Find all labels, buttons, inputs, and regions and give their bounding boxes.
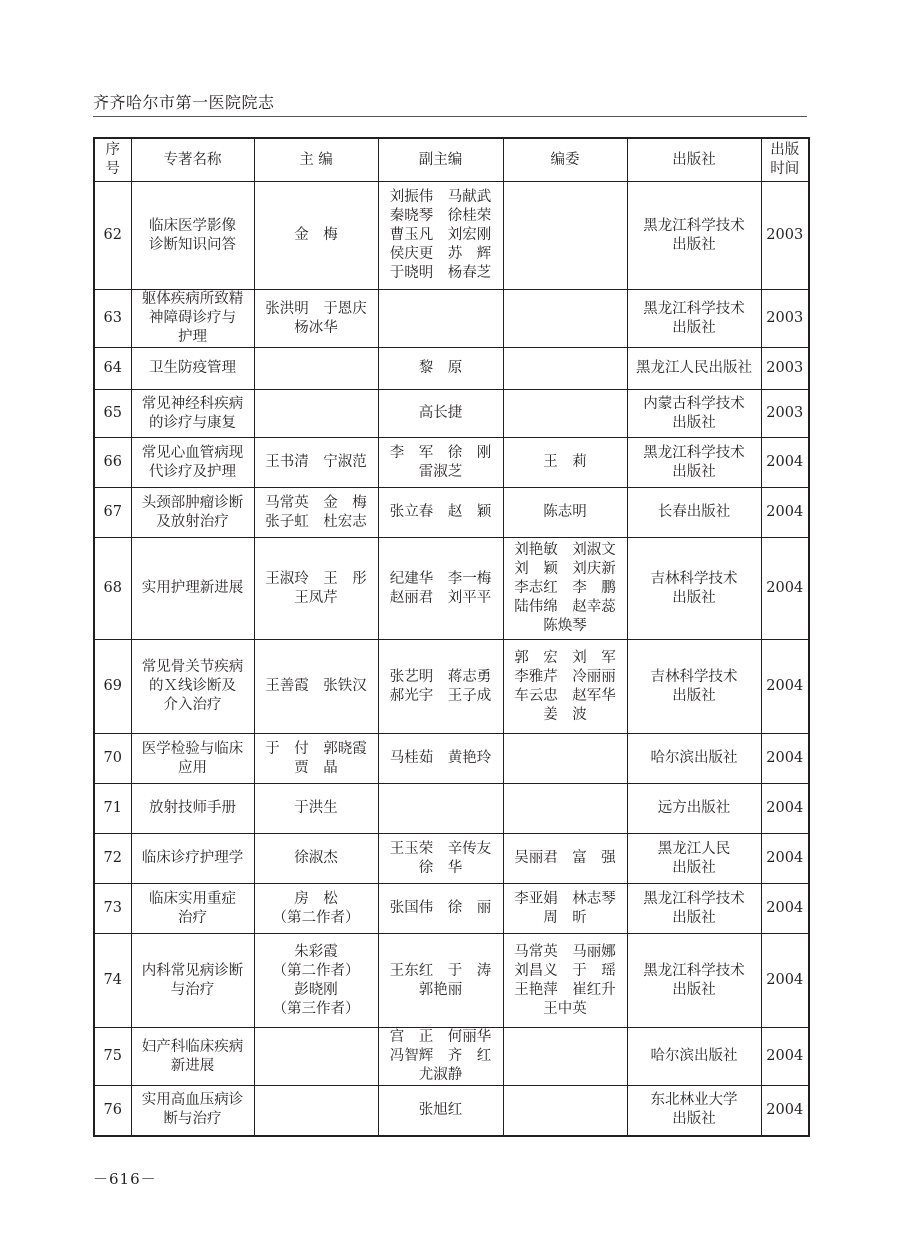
cell-editorial-board (503, 640, 627, 734)
cell-number: 71 (94, 784, 131, 834)
cell-editorial-board-line: 刘昌义 于 瑶 (514, 962, 616, 979)
cell-deputy-editor (378, 1086, 503, 1136)
cell-title (131, 390, 254, 438)
cell-chief-editor-line: 张洪明 于恩庆 (265, 300, 367, 317)
cell-title (131, 640, 254, 734)
cell-editorial-board (503, 834, 627, 884)
cell-chief-editor (254, 1028, 378, 1086)
cell-publisher-line: 黑龙江人民出版社 (636, 360, 752, 376)
cell-publisher (627, 734, 761, 784)
cell-deputy-editor-line: 黎 原 (418, 360, 463, 376)
cell-title-line: 临床实用重症 (149, 890, 236, 907)
cell-chief-editor (254, 834, 378, 884)
table-row (94, 1086, 809, 1136)
cell-title (131, 438, 254, 488)
cell-chief-editor (254, 390, 378, 438)
header-name: 专著名称 (131, 138, 254, 182)
cell-title-line: 医学检验与临床 (141, 740, 244, 757)
cell-editorial-board-line: 李亚娟 林志琴 (514, 890, 616, 907)
cell-publisher-line: 黑龙江科学技术 (643, 217, 745, 234)
cell-publisher (627, 290, 761, 348)
cell-deputy-editor-line: 冯智辉 齐 红 (389, 1048, 492, 1064)
cell-deputy-editor-line: 于晓明 杨春芝 (389, 265, 492, 281)
cell-chief-editor-line: （第二作者） (272, 909, 360, 926)
cell-title (131, 1086, 254, 1136)
cell-editorial-board-line: 李雅芹 冷丽丽 (514, 668, 616, 685)
table-row (94, 390, 809, 438)
cell-chief-editor (254, 290, 378, 348)
cell-title-line: 新进展 (170, 1057, 215, 1074)
table-row (94, 438, 809, 488)
cell-publisher (627, 488, 761, 538)
cell-deputy-editor (378, 834, 503, 884)
cell-deputy-editor-line: 李 军 徐 刚 (389, 444, 492, 461)
cell-deputy-editor (378, 734, 503, 784)
cell-year: 2003 (761, 182, 809, 290)
cell-deputy-editor-line: 侯庆更 苏 辉 (389, 246, 492, 262)
table-row (94, 784, 809, 834)
cell-title-line: 常见神经科疾病 (141, 395, 244, 412)
header-publisher: 出版社 (627, 138, 761, 182)
cell-publisher-line: 出版社 (672, 463, 716, 480)
cell-deputy-editor-line: 曹玉凡 刘宏刚 (389, 227, 492, 243)
cell-title (131, 734, 254, 784)
cell-chief-editor (254, 734, 378, 784)
cell-publisher (627, 784, 761, 834)
cell-publisher-line: 吉林科学技术 (650, 570, 738, 587)
page-number: －616－ (93, 1170, 157, 1188)
cell-publisher-line: 远方出版社 (657, 800, 731, 816)
cell-year: 2004 (761, 1086, 809, 1136)
cell-year: 2004 (761, 438, 809, 488)
cell-chief-editor-line: 徐淑杰 (294, 850, 338, 866)
cell-deputy-editor-line: 马桂茹 黄艳玲 (389, 750, 492, 766)
cell-publisher (627, 640, 761, 734)
cell-title-line: 妇产科临床疾病 (141, 1038, 244, 1055)
table-row (94, 488, 809, 538)
cell-chief-editor-line: 张子虹 杜宏志 (265, 513, 367, 530)
header-rule (93, 116, 807, 117)
table-row (94, 348, 809, 390)
cell-chief-editor-line: 王善霞 张铁汉 (265, 678, 367, 694)
cell-year: 2004 (761, 640, 809, 734)
cell-chief-editor-line: 金 梅 (294, 227, 338, 243)
header-no-line: 号 (105, 161, 120, 177)
header-deputy-editor: 副主编 (378, 138, 503, 182)
cell-year: 2004 (761, 784, 809, 834)
cell-deputy-editor-line: 徐 华 (418, 859, 463, 876)
cell-deputy-editor-line: 刘振伟 马献武 (389, 189, 492, 205)
cell-deputy-editor (378, 884, 503, 934)
cell-chief-editor (254, 488, 378, 538)
cell-chief-editor (254, 438, 378, 488)
cell-editorial-board (503, 1086, 627, 1136)
header-year-line: 出版 (770, 142, 800, 158)
cell-chief-editor-line: 杨冰华 (294, 319, 338, 336)
cell-deputy-editor-line: 纪建华 李一梅 (389, 570, 492, 587)
cell-publisher-line: 长春出版社 (657, 504, 731, 520)
cell-publisher-line: 出版社 (672, 1111, 716, 1128)
cell-publisher-line: 黑龙江科学技术 (643, 890, 745, 907)
cell-editorial-board-line: 马常英 马丽娜 (514, 943, 616, 960)
header-no-line: 序 (105, 142, 120, 158)
table-row (94, 884, 809, 934)
cell-number: 75 (94, 1028, 131, 1086)
cell-publisher-line: 黑龙江科学技术 (643, 444, 745, 461)
cell-chief-editor (254, 784, 378, 834)
table-row (94, 1028, 809, 1086)
cell-editorial-board-line: 吴丽君 富 强 (514, 850, 616, 866)
header-editorial-board: 编委 (503, 138, 627, 182)
cell-deputy-editor (378, 1028, 503, 1086)
cell-title-line: 神障碍诊疗与 (149, 310, 236, 326)
cell-year: 2003 (761, 348, 809, 390)
header-year (761, 138, 809, 182)
cell-editorial-board (503, 390, 627, 438)
cell-deputy-editor (378, 640, 503, 734)
cell-deputy-editor-line: 宫 正 何丽华 (389, 1029, 492, 1045)
cell-title (131, 290, 254, 348)
cell-deputy-editor-line: 张立春 赵 颖 (389, 504, 492, 520)
cell-editorial-board (503, 734, 627, 784)
cell-publisher-line: 出版社 (672, 859, 716, 876)
cell-editorial-board-line: 陆伟绵 赵幸蕊 (514, 599, 616, 615)
cell-chief-editor-line: 王淑玲 王 彤 (265, 570, 367, 587)
cell-chief-editor (254, 640, 378, 734)
cell-deputy-editor-line: 王东红 于 涛 (389, 962, 492, 979)
cell-deputy-editor (378, 182, 503, 290)
cell-editorial-board-line: 王中英 (543, 1000, 587, 1017)
cell-title-line: 及放射治疗 (156, 513, 229, 530)
cell-publisher-line: 出版社 (672, 236, 716, 253)
cell-title (131, 884, 254, 934)
cell-title-line: 护理 (178, 329, 207, 345)
cell-editorial-board (503, 182, 627, 290)
cell-title (131, 784, 254, 834)
table-row (94, 934, 809, 1028)
header-year-line: 时间 (770, 161, 800, 177)
cell-number: 69 (94, 640, 131, 734)
cell-year: 2004 (761, 884, 809, 934)
cell-editorial-board-line: 王艳萍 崔红升 (514, 981, 616, 998)
cell-deputy-editor-line: 郭艳丽 (418, 981, 463, 998)
cell-publisher-line: 出版社 (672, 589, 716, 606)
cell-editorial-board (503, 438, 627, 488)
cell-editorial-board-line: 陈志明 (543, 504, 587, 520)
cell-publisher (627, 934, 761, 1028)
cell-publisher (627, 1028, 761, 1086)
cell-deputy-editor (378, 934, 503, 1028)
cell-chief-editor-line: 朱彩霞 (294, 943, 338, 960)
cell-year: 2004 (761, 734, 809, 784)
cell-title-line: 应用 (178, 759, 207, 776)
cell-title-line: 内科常见病诊断 (141, 962, 244, 979)
cell-chief-editor (254, 884, 378, 934)
cell-title-line: 放射技师手册 (149, 800, 236, 816)
cell-publisher-line: 黑龙江科学技术 (643, 300, 745, 317)
cell-title-line: 与治疗 (170, 981, 215, 998)
cell-deputy-editor-line: 尤淑静 (418, 1067, 463, 1083)
table-row (94, 290, 809, 348)
cell-title-line: 头颈部肿瘤诊断 (141, 494, 244, 511)
cell-publisher (627, 390, 761, 438)
cell-number: 72 (94, 834, 131, 884)
cell-title-line: 断与治疗 (163, 1111, 222, 1128)
cell-deputy-editor (378, 538, 503, 640)
cell-title-line: 临床医学影像 (149, 217, 236, 234)
header-chief-editor: 主 编 (254, 138, 378, 182)
cell-chief-editor-line: 马常英 金 梅 (265, 494, 367, 511)
cell-year: 2004 (761, 834, 809, 884)
cell-deputy-editor-line: 高长捷 (418, 405, 463, 421)
cell-publisher (627, 348, 761, 390)
cell-editorial-board (503, 348, 627, 390)
cell-number: 70 (94, 734, 131, 784)
cell-deputy-editor-line: 郝光宇 王子成 (389, 687, 492, 704)
cell-title (131, 934, 254, 1028)
cell-number: 62 (94, 182, 131, 290)
cell-title (131, 834, 254, 884)
cell-publisher-line: 出版社 (672, 981, 716, 998)
cell-title-line: 的Ｘ线诊断及 (149, 678, 236, 694)
cell-title-line: 实用高血压病诊 (141, 1092, 244, 1109)
cell-publisher-line: 内蒙古科学技术 (643, 395, 745, 412)
cell-number: 73 (94, 884, 131, 934)
cell-title-line: 的诊疗与康复 (149, 414, 236, 431)
cell-publisher-line: 哈尔滨出版社 (650, 750, 738, 766)
cell-editorial-board (503, 1028, 627, 1086)
cell-chief-editor (254, 348, 378, 390)
header-no (94, 138, 131, 182)
cell-chief-editor (254, 538, 378, 640)
cell-title (131, 538, 254, 640)
cell-publisher (627, 834, 761, 884)
cell-publisher (627, 438, 761, 488)
cell-deputy-editor (378, 290, 503, 348)
cell-publisher-line: 出版社 (672, 319, 716, 336)
cell-title-line: 治疗 (178, 909, 207, 926)
cell-chief-editor-line: 王凤芹 (294, 589, 338, 606)
cell-chief-editor-line: 房 松 (294, 890, 338, 907)
cell-deputy-editor (378, 488, 503, 538)
cell-chief-editor-line: 彭晓刚 (294, 981, 338, 998)
cell-editorial-board (503, 290, 627, 348)
cell-chief-editor-line: （第三作者） (272, 1000, 360, 1017)
cell-number: 66 (94, 438, 131, 488)
cell-deputy-editor (378, 390, 503, 438)
cell-title-line: 躯体疾病所致精 (141, 291, 244, 307)
cell-editorial-board-line: 李志红 李 鹏 (514, 580, 616, 596)
cell-chief-editor-line: 王书清 宁淑范 (265, 454, 367, 470)
cell-editorial-board-line: 姜 波 (543, 706, 587, 723)
cell-year: 2004 (761, 538, 809, 640)
cell-editorial-board (503, 884, 627, 934)
cell-chief-editor (254, 934, 378, 1028)
cell-editorial-board-line: 陈焕琴 (543, 618, 587, 634)
cell-title (131, 488, 254, 538)
cell-publisher-line: 出版社 (672, 909, 716, 926)
table-row (94, 182, 809, 290)
cell-deputy-editor-line: 赵丽君 刘平平 (389, 589, 492, 606)
cell-editorial-board (503, 538, 627, 640)
cell-deputy-editor (378, 438, 503, 488)
cell-number: 68 (94, 538, 131, 640)
cell-deputy-editor-line: 秦晓琴 徐桂荣 (389, 208, 492, 224)
cell-editorial-board-line: 周 昕 (543, 909, 587, 926)
cell-number: 74 (94, 934, 131, 1028)
cell-deputy-editor-line: 张旭红 (418, 1101, 463, 1118)
cell-editorial-board-line: 刘艳敏 刘淑文 (514, 542, 616, 558)
cell-title-line: 常见心血管病现 (141, 444, 244, 461)
cell-number: 67 (94, 488, 131, 538)
cell-title-line: 代诊疗及护理 (149, 463, 236, 480)
cell-publisher-line: 出版社 (672, 414, 716, 431)
cell-deputy-editor (378, 784, 503, 834)
table-row (94, 734, 809, 784)
cell-deputy-editor-line: 雷淑芝 (418, 463, 463, 480)
cell-title (131, 182, 254, 290)
cell-publisher (627, 884, 761, 934)
cell-chief-editor-line: 于 付 郭晓霞 (265, 740, 367, 757)
cell-title-line: 诊断知识问答 (149, 236, 236, 253)
cell-title-line: 实用护理新进展 (141, 580, 244, 596)
cell-title (131, 348, 254, 390)
cell-number: 64 (94, 348, 131, 390)
cell-publisher (627, 1086, 761, 1136)
cell-editorial-board-line: 车云忠 赵军华 (514, 687, 616, 704)
cell-publisher-line: 哈尔滨出版社 (650, 1048, 738, 1064)
cell-editorial-board-line: 刘 颖 刘庆新 (514, 561, 616, 577)
cell-publisher-line: 出版社 (672, 687, 716, 704)
cell-title-line: 卫生防疫管理 (149, 360, 236, 376)
running-head-title: 齐齐哈尔市第一医院院志 (93, 93, 275, 112)
cell-editorial-board (503, 934, 627, 1028)
cell-title-line: 临床诊疗护理学 (141, 850, 244, 866)
cell-chief-editor-line: （第二作者） (272, 962, 360, 979)
cell-editorial-board-line: 王 莉 (543, 454, 587, 470)
cell-deputy-editor-line: 王玉荣 辛传友 (389, 840, 492, 857)
cell-title-line: 常见骨关节疾病 (141, 659, 244, 675)
cell-publisher-line: 黑龙江科学技术 (643, 962, 745, 979)
cell-chief-editor (254, 1086, 378, 1136)
cell-chief-editor-line: 贾 晶 (294, 759, 338, 776)
cell-deputy-editor-line: 张国伟 徐 丽 (389, 900, 492, 916)
cell-chief-editor (254, 182, 378, 290)
cell-title (131, 1028, 254, 1086)
cell-publisher-line: 黑龙江人民 (657, 840, 731, 857)
cell-number: 76 (94, 1086, 131, 1136)
cell-publisher (627, 538, 761, 640)
cell-number: 63 (94, 290, 131, 348)
table-header-row (94, 138, 809, 182)
table-row (94, 640, 809, 734)
cell-editorial-board-line: 郭 宏 刘 军 (514, 649, 616, 666)
table-row (94, 834, 809, 884)
cell-year: 2003 (761, 290, 809, 348)
table-row (94, 538, 809, 640)
monograph-table (93, 137, 810, 1137)
cell-editorial-board (503, 784, 627, 834)
cell-publisher-line: 东北林业大学 (650, 1092, 738, 1109)
cell-deputy-editor-line: 张艺明 蒋志勇 (389, 668, 492, 685)
cell-publisher (627, 182, 761, 290)
cell-chief-editor-line: 于洪生 (294, 800, 338, 816)
cell-year: 2004 (761, 934, 809, 1028)
cell-editorial-board (503, 488, 627, 538)
cell-year: 2003 (761, 390, 809, 438)
cell-publisher-line: 吉林科学技术 (650, 668, 738, 685)
cell-year: 2004 (761, 1028, 809, 1086)
cell-number: 65 (94, 390, 131, 438)
cell-title-line: 介入治疗 (163, 697, 222, 713)
cell-deputy-editor (378, 348, 503, 390)
cell-year: 2004 (761, 488, 809, 538)
